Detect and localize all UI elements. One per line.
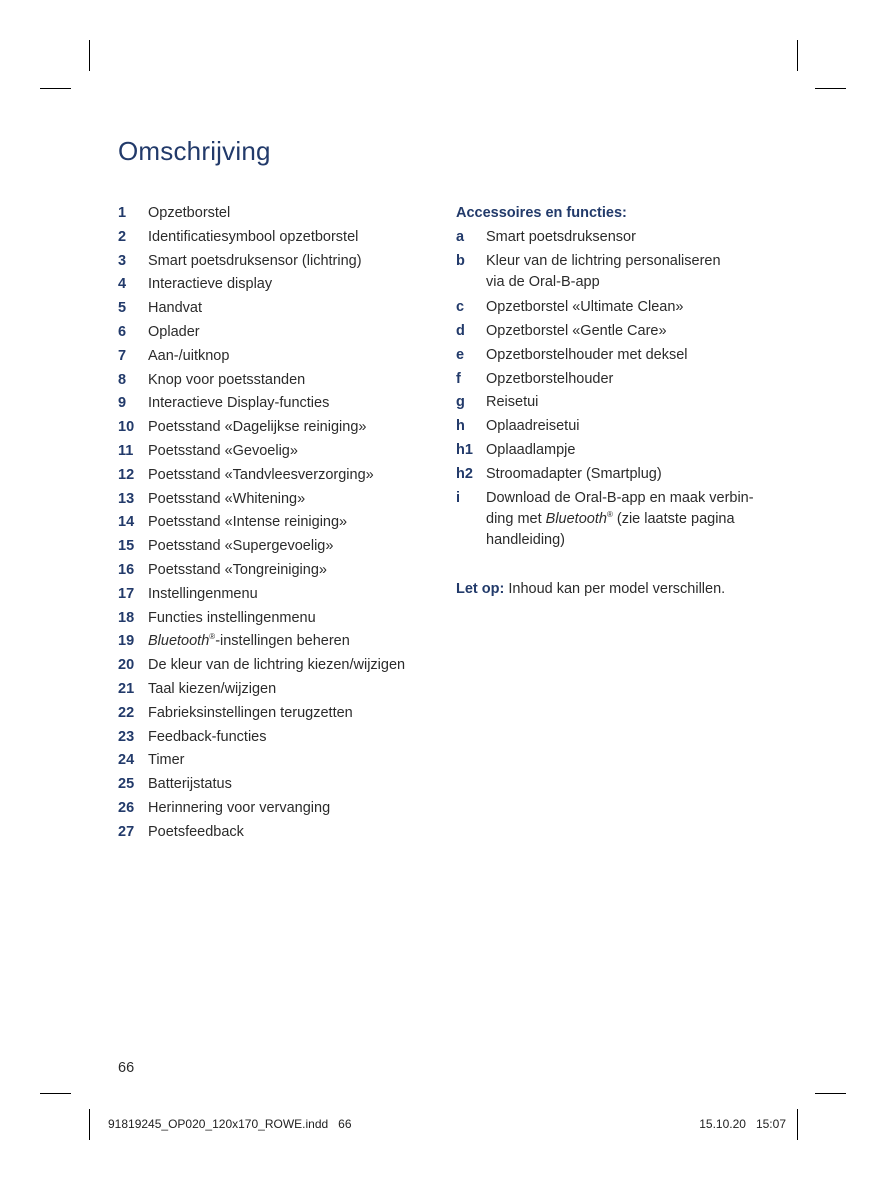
- item-letter: c: [456, 299, 465, 316]
- list-item: [118, 559, 448, 583]
- list-item: [118, 797, 448, 821]
- item-label: Herinnering voor vervanging: [148, 799, 331, 816]
- list-item: [118, 630, 448, 654]
- item-label: Opzetborstel: [148, 205, 231, 221]
- item-label-rest: -instellingen beheren: [215, 633, 350, 650]
- list-item: [118, 583, 448, 607]
- item-label: Oplaadreisetui: [486, 418, 580, 435]
- item-label: Batterijstatus: [148, 776, 232, 793]
- list-item: [118, 392, 448, 416]
- item-label-line: Download de Oral-B-app en maak verbin-: [486, 489, 754, 506]
- list-item: [456, 320, 786, 344]
- item-label: Oplaadlampje: [486, 442, 576, 459]
- item-number: 6: [118, 323, 127, 340]
- list-item: [118, 416, 448, 440]
- list-item: [118, 345, 448, 369]
- accessories-heading: Accessoires en functies:: [456, 205, 627, 221]
- item-label: Oplader: [148, 323, 200, 340]
- item-letter: f: [456, 370, 461, 387]
- list-item: [118, 535, 448, 559]
- list-item: [118, 273, 448, 297]
- item-number: 17: [118, 585, 135, 602]
- crop-mark: [815, 1093, 846, 1094]
- bluetooth-brand: Bluetooth: [545, 510, 607, 527]
- item-number: 18: [118, 609, 135, 626]
- registered-mark: ®: [606, 509, 613, 519]
- item-letter: d: [456, 323, 465, 340]
- item-number: 11: [118, 442, 134, 459]
- list-item: [456, 415, 786, 439]
- list-item: [118, 202, 448, 226]
- components-list: [118, 202, 448, 845]
- item-number: 3: [118, 252, 127, 269]
- item-label: Identificatiesymbool opzetborstel: [148, 228, 359, 245]
- item-letter: a: [456, 229, 465, 246]
- list-item: [118, 488, 448, 512]
- item-number: 20: [118, 657, 135, 674]
- list-item: [456, 462, 786, 486]
- item-number: 4: [118, 276, 127, 293]
- list-item: [118, 321, 448, 345]
- item-label: Opzetborstel «Gentle Care»: [486, 323, 667, 340]
- item-label: Smart poetsdruksensor: [486, 229, 636, 246]
- list-item: [118, 226, 448, 250]
- item-number: 15: [118, 538, 135, 555]
- item-number: 5: [118, 300, 127, 317]
- list-item: [456, 344, 786, 368]
- crop-mark: [89, 40, 90, 71]
- list-item: [456, 439, 786, 463]
- item-label: Opzetborstelhouder: [486, 370, 614, 387]
- list-item: [118, 726, 448, 750]
- item-letter: e: [456, 346, 465, 363]
- item-label: Handvat: [148, 300, 203, 317]
- item-label-part: ding met: [486, 510, 546, 527]
- item-label: [148, 630, 448, 654]
- footer-file-info: 91819245_OP020_120x170_ROWE.indd 66: [108, 1117, 352, 1131]
- item-label: Poetsstand «Gevoelig»: [148, 442, 298, 459]
- item-label: Smart poetsdruksensor (lichtring): [148, 252, 362, 269]
- list-item: [456, 250, 786, 296]
- item-number: 25: [118, 776, 135, 793]
- item-number: 14: [118, 514, 135, 531]
- crop-mark: [89, 1109, 90, 1140]
- list-item: [118, 440, 448, 464]
- item-number: 19: [118, 633, 135, 650]
- item-label: Opzetborstelhouder met deksel: [486, 346, 688, 363]
- accessories-list: [456, 226, 786, 552]
- item-label: Timer: [148, 752, 185, 769]
- crop-mark: [40, 88, 71, 89]
- page-title: Omschrijving: [118, 136, 271, 166]
- list-item: [456, 296, 786, 320]
- list-item: [118, 607, 448, 631]
- item-number: 8: [118, 371, 127, 388]
- list-item: [118, 297, 448, 321]
- list-item: [118, 773, 448, 797]
- bluetooth-brand: Bluetooth: [148, 633, 210, 650]
- list-item: [118, 654, 448, 678]
- item-label: Feedback-functies: [148, 728, 267, 745]
- item-label: Fabrieksinstellingen terugzetten: [148, 704, 353, 721]
- item-number: 13: [118, 490, 135, 507]
- accessories-section: [456, 202, 786, 600]
- crop-mark: [815, 88, 846, 89]
- item-number: 22: [118, 704, 135, 721]
- list-item: [118, 821, 448, 845]
- item-letter: g: [456, 394, 465, 411]
- list-item: [118, 511, 448, 535]
- item-label-line: handleiding): [486, 531, 566, 548]
- list-item: [118, 464, 448, 488]
- crop-mark: [40, 1093, 71, 1094]
- list-item: [118, 250, 448, 274]
- registered-mark: ®: [209, 632, 216, 642]
- item-label: Opzetborstel «Ultimate Clean»: [486, 299, 684, 316]
- item-label: Stroomadapter (Smartplug): [486, 465, 662, 482]
- item-number: 2: [118, 228, 127, 245]
- note: [456, 578, 786, 600]
- item-label: Instellingenmenu: [148, 585, 258, 602]
- item-label-line: Kleur van de lichtring personaliseren: [486, 252, 721, 269]
- item-number: 9: [118, 395, 127, 412]
- item-label: Reisetui: [486, 394, 539, 411]
- item-label: De kleur van de lichtring kiezen/wijzigen: [148, 657, 406, 674]
- item-letter: h: [456, 418, 465, 435]
- crop-mark: [797, 1109, 798, 1140]
- item-label: Poetsstand «Intense reiniging»: [148, 514, 348, 531]
- item-number: 10: [118, 419, 135, 436]
- page-number: 66: [118, 1060, 135, 1076]
- item-label: Poetsstand «Whitening»: [148, 490, 306, 507]
- item-number: 7: [118, 347, 127, 364]
- list-item: [118, 749, 448, 773]
- note-label: Let op:: [456, 581, 505, 597]
- item-label-part: (zie laatste pagina: [612, 510, 735, 527]
- item-number: 1: [118, 205, 127, 221]
- item-label: Poetsstand «Dagelijkse reiniging»: [148, 419, 367, 436]
- item-label: Functies instellingenmenu: [148, 609, 316, 626]
- list-item: [118, 369, 448, 393]
- item-number: 26: [118, 799, 135, 816]
- item-label-line: via de Oral-B-app: [486, 273, 600, 290]
- note-text: Inhoud kan per model verschillen.: [504, 581, 726, 597]
- list-item: [118, 702, 448, 726]
- item-letter: i: [456, 489, 461, 506]
- list-item: [456, 391, 786, 415]
- crop-mark: [797, 40, 798, 71]
- item-label: Interactieve display: [148, 276, 273, 293]
- item-label: Interactieve Display-functies: [148, 395, 330, 412]
- item-label: Poetsstand «Tandvleesverzorging»: [148, 466, 374, 483]
- item-label: [486, 251, 786, 293]
- footer-timestamp: 15.10.20 15:07: [699, 1117, 786, 1131]
- item-label: Aan-/uitknop: [148, 347, 230, 364]
- list-item: [456, 226, 786, 250]
- item-letter: h1: [456, 442, 473, 459]
- list-item: [456, 367, 786, 391]
- item-label: Poetsstand «Supergevoelig»: [148, 538, 334, 555]
- item-number: 16: [118, 561, 135, 578]
- item-label: [486, 488, 786, 551]
- list-item: [456, 486, 786, 552]
- item-number: 21: [118, 680, 135, 697]
- item-label: Knop voor poetsstanden: [148, 371, 306, 388]
- item-number: 24: [118, 752, 135, 769]
- item-number: 23: [118, 728, 135, 745]
- item-number: 12: [118, 466, 135, 483]
- item-letter: h2: [456, 465, 473, 482]
- item-number: 27: [118, 823, 135, 840]
- list-item: [118, 678, 448, 702]
- item-letter: b: [456, 252, 465, 269]
- item-label: Poetsfeedback: [148, 823, 244, 840]
- item-label: Poetsstand «Tongreiniging»: [148, 561, 327, 578]
- item-label: Taal kiezen/wijzigen: [148, 680, 277, 697]
